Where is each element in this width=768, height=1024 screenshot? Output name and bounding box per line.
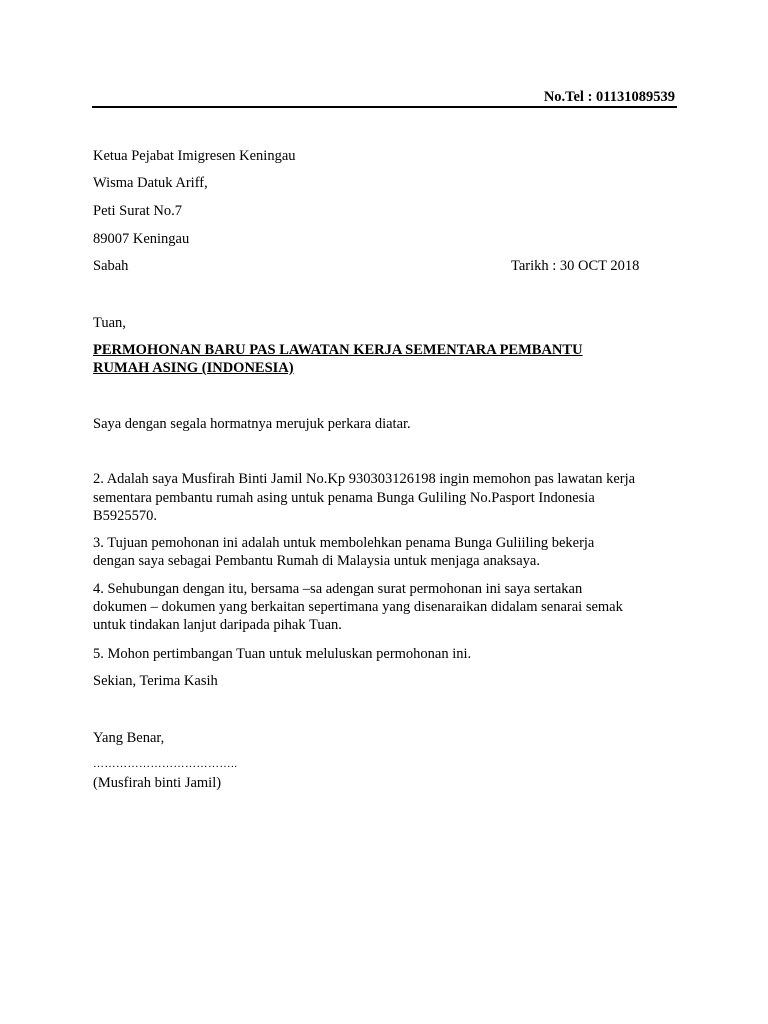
recipient-line: Peti Surat No.7 — [93, 203, 183, 219]
paragraph-line: 3. Tujuan pemohonan ini adalah untuk membolehkan penama Bunga Guliiling bekerja — [93, 535, 595, 551]
signatory-name: (Musfirah binti Jamil) — [93, 775, 222, 791]
signature-line: ……………………………….. — [93, 758, 238, 770]
paragraph-line: B5925570. — [93, 508, 158, 524]
paragraph-5: 5. Mohon pertimbangan Tuan untuk meluluskan permohonan ini. — [93, 646, 472, 662]
subject-line: RUMAH ASING (INDONESIA) — [93, 360, 294, 376]
paragraph-line: dengan saya sebagai Pembantu Rumah di Malaysia untuk menjaga anaksaya. — [93, 553, 540, 569]
paragraph-line: 4. Sehubungan dengan itu, bersama –sa adengan surat permohonan ini saya sertakan — [93, 581, 583, 597]
phone-number: No.Tel : 01131089539 — [543, 89, 675, 105]
subject-line: PERMOHONAN BARU PAS LAWATAN KERJA SEMENTARA PEMBANTU — [93, 342, 583, 358]
recipient-line: Ketua Pejabat Imigresen Keningau — [93, 148, 296, 164]
recipient-line: 89007 Keningau — [93, 231, 190, 247]
recipient-line: Sabah — [93, 258, 129, 274]
recipient-line: Wisma Datuk Ariff, — [93, 175, 208, 191]
letter-date: Tarikh : 30 OCT 2018 — [511, 258, 640, 274]
paragraph-line: dokumen – dokumen yang berkaitan sepertimana yang disenaraikan didalam senarai semak — [93, 599, 623, 615]
salutation: Tuan, — [93, 315, 126, 331]
header-divider — [92, 106, 677, 108]
paragraph-line: untuk tindakan lanjut daripada pihak Tuan. — [93, 617, 342, 633]
paragraph-line: sementara pembantu rumah asing untuk penama Bunga Guliling No.Pasport Indonesia — [93, 490, 595, 506]
paragraph-1: Saya dengan segala hormatnya merujuk perkara diatar. — [93, 416, 411, 432]
valediction: Yang Benar, — [93, 730, 165, 746]
paragraph-line: 2. Adalah saya Musfirah Binti Jamil No.Kp 930303126198 ingin memohon pas lawatan kerja — [93, 471, 636, 487]
closing-remark: Sekian, Terima Kasih — [93, 673, 218, 689]
